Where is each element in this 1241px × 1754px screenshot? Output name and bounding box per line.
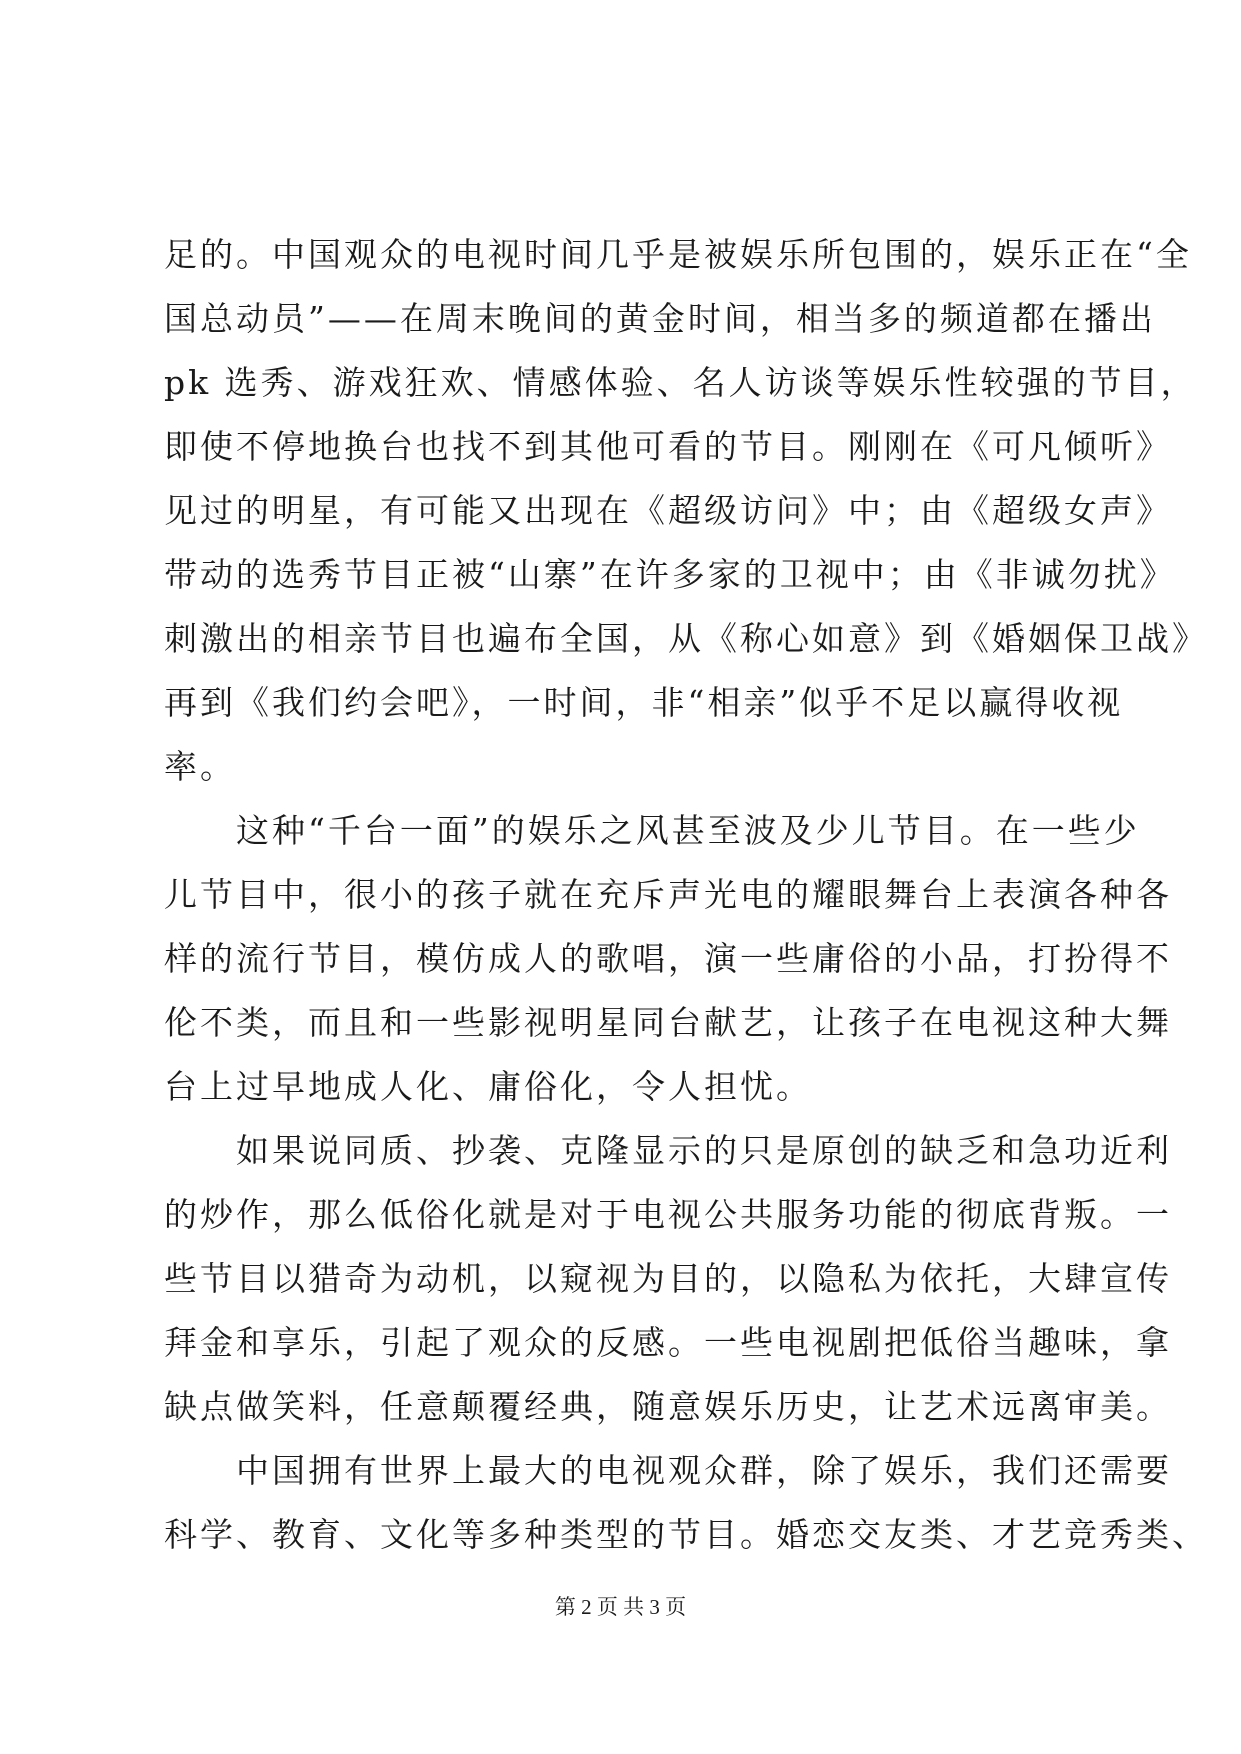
text-line: 拜金和享乐，引起了观众的反感。一些电视剧把低俗当趣味，拿: [164, 1323, 1172, 1362]
text-line: 国总动员”——在周末晚间的黄金时间，相当多的频道都在播出: [164, 299, 1156, 338]
text-line: 伦不类，而且和一些影视明星同台献艺，让孩子在电视这种大舞: [164, 1003, 1172, 1042]
text-line: pk 选秀、游戏狂欢、情感体验、名人访谈等娱乐性较强的节目，: [164, 363, 1197, 402]
text-line: 缺点做笑料，任意颠覆经典，随意娱乐历史，让艺术远离审美。: [164, 1387, 1172, 1426]
text-line: 的炒作，那么低俗化就是对于电视公共服务功能的彻底背叛。一: [164, 1195, 1172, 1234]
text-line: 这种“千台一面”的娱乐之风甚至波及少儿节目。在一些少: [164, 811, 1140, 850]
text-line: 样的流行节目，模仿成人的歌唱，演一些庸俗的小品，打扮得不: [164, 939, 1172, 978]
text-line: 台上过早地成人化、庸俗化，令人担忧。: [164, 1067, 812, 1106]
text-line: 儿节目中，很小的孩子就在充斥声光电的耀眼舞台上表演各种各: [164, 875, 1172, 914]
body-text: [164, 223, 1208, 1567]
text-line: 刺激出的相亲节目也遍布全国，从《称心如意》到《婚姻保卫战》: [164, 619, 1208, 658]
text-line: 见过的明星，有可能又出现在《超级访问》中；由《超级女声》: [164, 491, 1172, 530]
text-line: 足的。中国观众的电视时间几乎是被娱乐所包围的，娱乐正在“全: [164, 235, 1192, 274]
text-line: 些节目以猎奇为动机，以窥视为目的，以隐私为依托，大肆宣传: [164, 1259, 1172, 1298]
text-line: 再到《我们约会吧》，一时间，非“相亲”似乎不足以赢得收视: [164, 683, 1124, 722]
page-footer: [0, 1592, 1241, 1622]
text-line: 率。: [164, 747, 236, 786]
page-number-label: 第 2 页 共 3 页: [554, 1595, 687, 1619]
text-line: 科学、教育、文化等多种类型的节目。婚恋交友类、才艺竞秀类、: [164, 1515, 1208, 1554]
text-line: 即使不停地换台也找不到其他可看的节目。刚刚在《可凡倾听》: [164, 427, 1172, 466]
text-line: 中国拥有世界上最大的电视观众群，除了娱乐，我们还需要: [164, 1451, 1172, 1490]
text-line: 带动的选秀节目正被“山寨”在许多家的卫视中；由《非诚勿扰》: [164, 555, 1176, 594]
text-line: 如果说同质、抄袭、克隆显示的只是原创的缺乏和急功近利: [164, 1131, 1172, 1170]
